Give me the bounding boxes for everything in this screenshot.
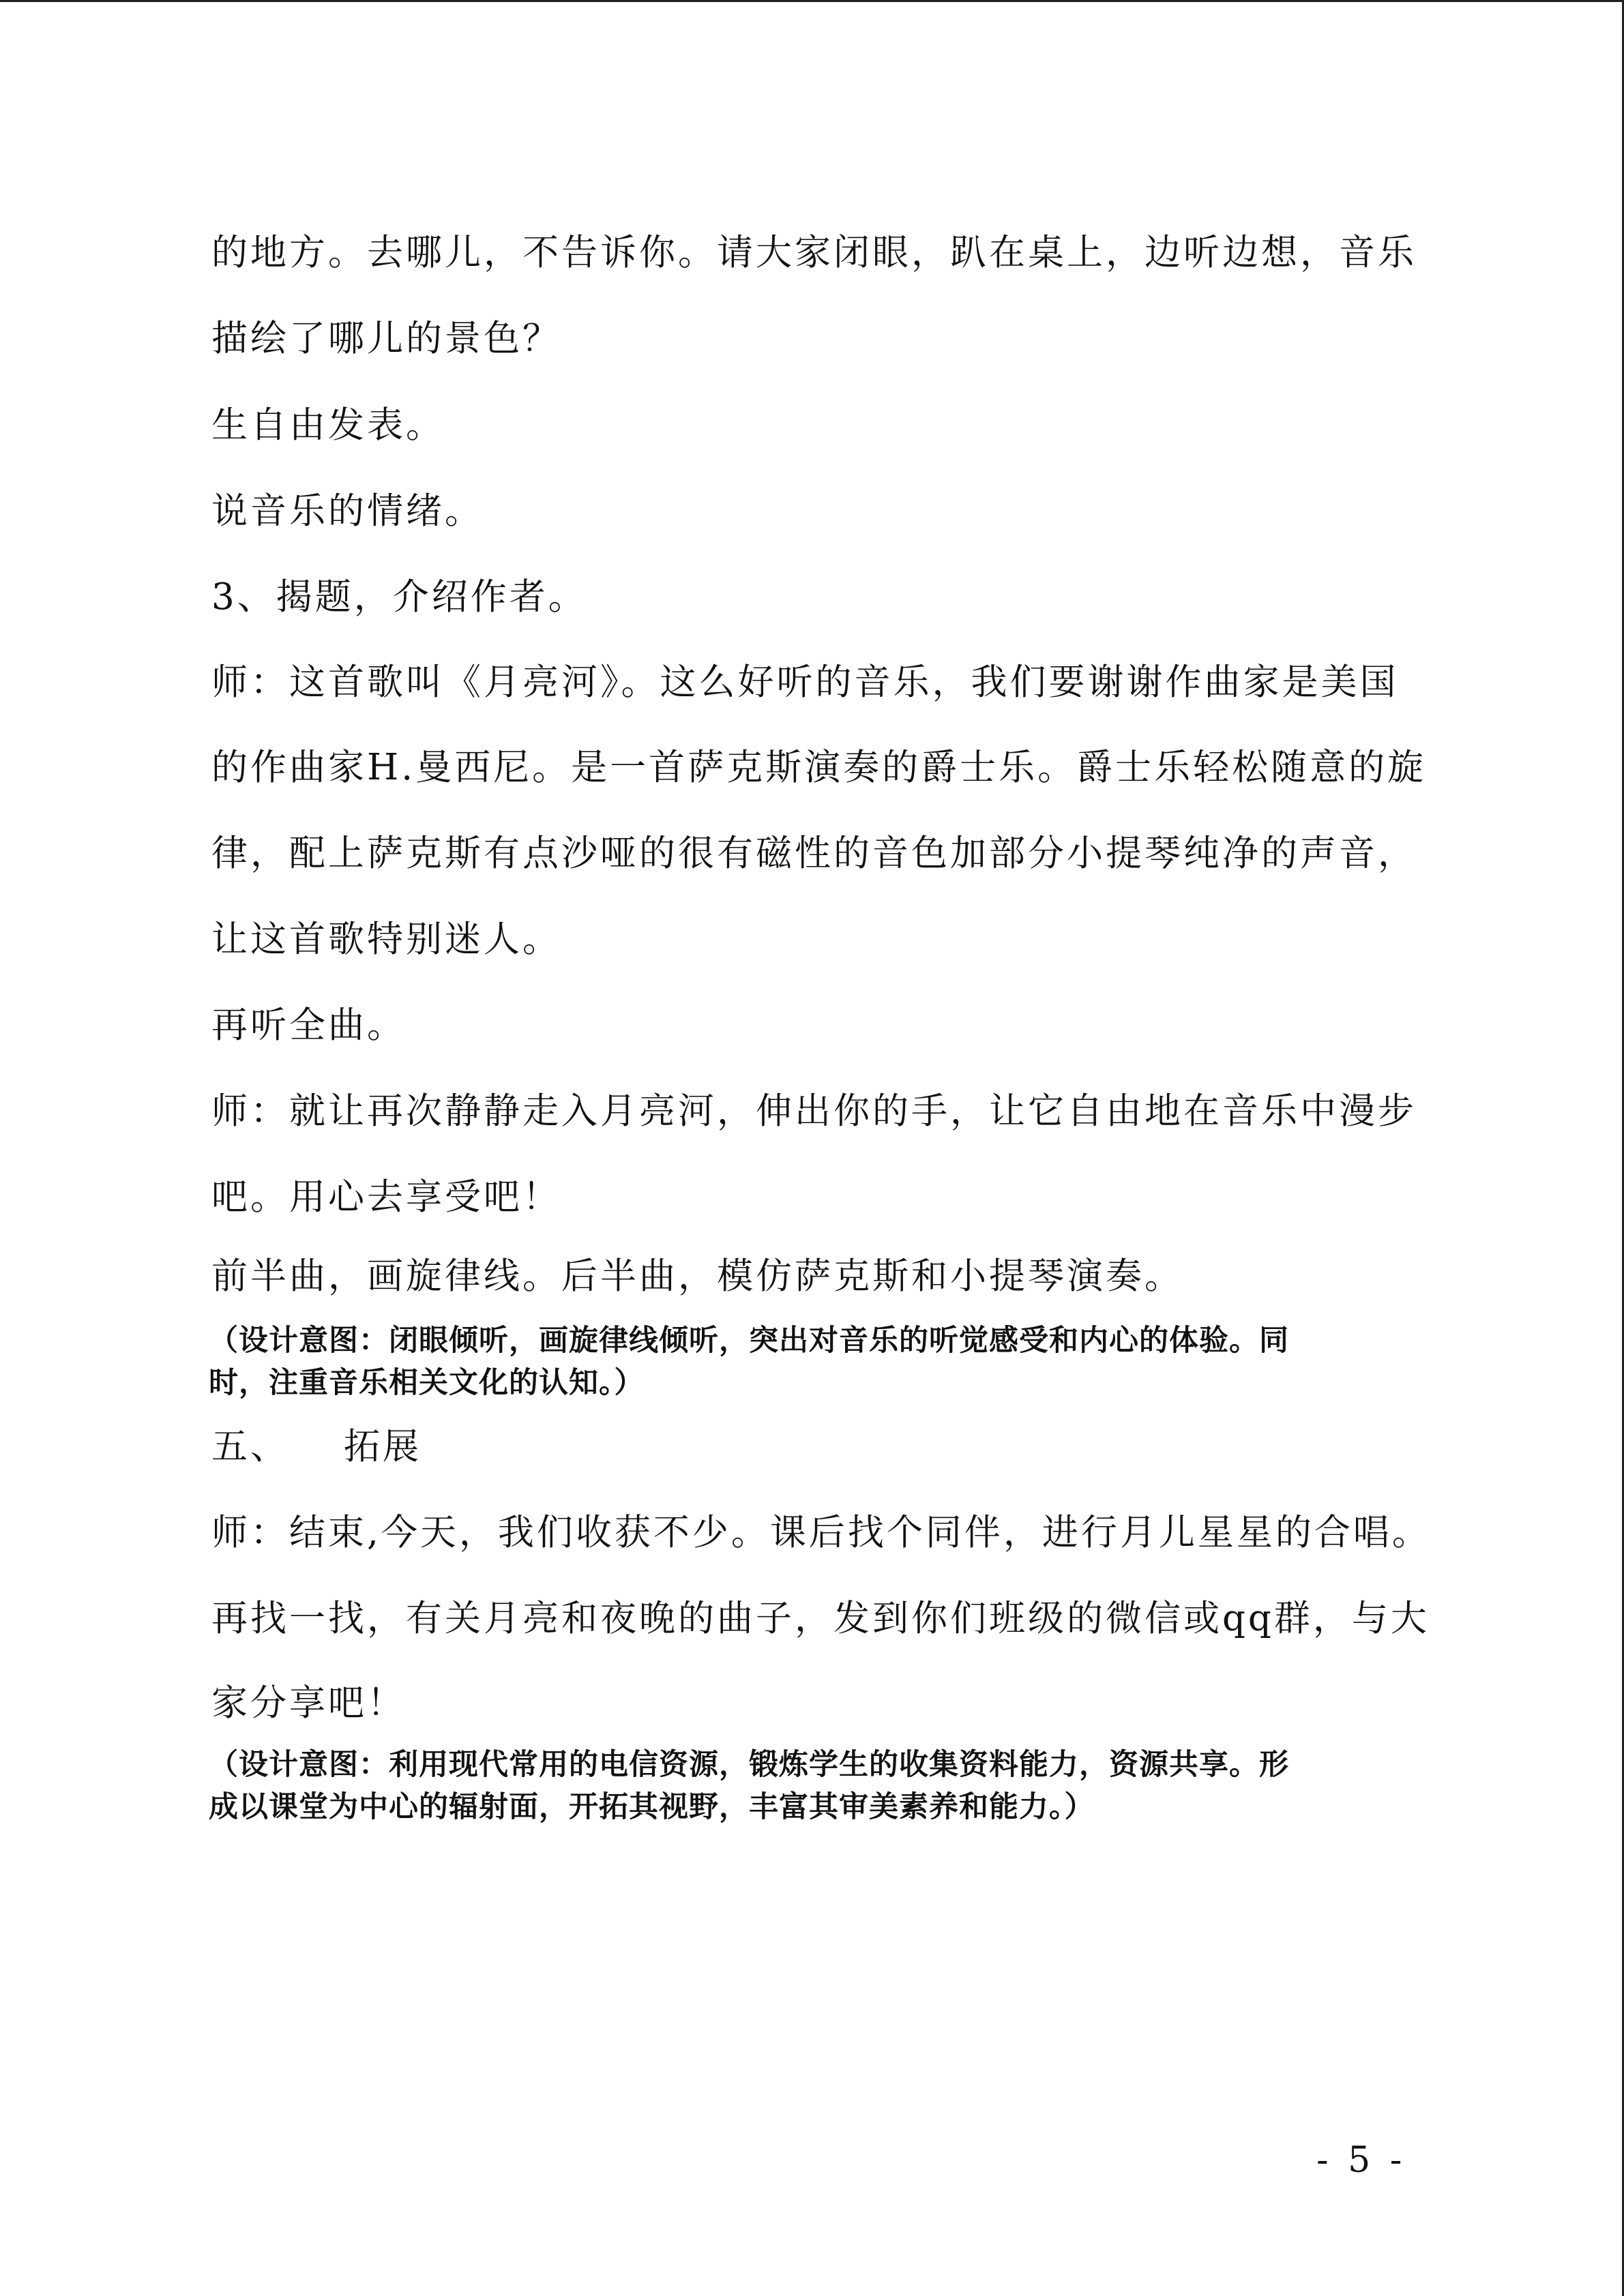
design-note-line: （设计意图：利用现代常用的电信资源，锻炼学生的收集资料能力，资源共享。形 bbox=[209, 1748, 1289, 1782]
design-note-line: 时，注重音乐相关文化的认知。） bbox=[209, 1366, 645, 1400]
section-number: 五、 bbox=[211, 1426, 289, 1467]
body-line: 的地方。去哪儿，不告诉你。请大家闭眼，趴在桌上，边听边想，音乐 bbox=[211, 232, 1417, 273]
body-line: 师：这首歌叫《月亮河》。这么好听的音乐，我们要谢谢作曲家是美国 bbox=[211, 661, 1399, 703]
body-line: 再听全曲。 bbox=[211, 1004, 406, 1046]
body-line: 律，配上萨克斯有点沙哑的很有磁性的音色加部分小提琴纯净的声音， bbox=[211, 833, 1417, 874]
section-heading-3: 3、揭题，介绍作者。 bbox=[211, 576, 587, 618]
body-line: 家分享吧！ bbox=[211, 1682, 406, 1724]
body-line: 师：结束,今天，我们收获不少。课后找个同伴，进行月儿星星的合唱。 bbox=[211, 1512, 1431, 1553]
body-line: 描绘了哪儿的景色？ bbox=[211, 318, 561, 359]
body-line: 的作曲家H.曼西尼。是一首萨克斯演奏的爵士乐。爵士乐轻松随意的旋 bbox=[211, 747, 1427, 788]
section-title: 拓展 bbox=[344, 1426, 422, 1467]
body-line: 吧。用心去享受吧！ bbox=[211, 1176, 561, 1218]
body-line: 师：就让再次静静走入月亮河，伸出你的手，让它自由地在音乐中漫步 bbox=[211, 1090, 1417, 1132]
section-heading-5 bbox=[211, 1423, 1432, 1471]
design-note-line: （设计意图：闭眼倾听，画旋律线倾听，突出对音乐的听觉感受和内心的体验。同 bbox=[209, 1324, 1289, 1358]
body-line: 说音乐的情绪。 bbox=[211, 490, 484, 532]
design-note-line: 成以课堂为中心的辐射面，开拓其视野，丰富其审美素养和能力。） bbox=[209, 1790, 1095, 1824]
page-number: - 5 - bbox=[1316, 2140, 1406, 2181]
body-line: 前半曲，画旋律线。后半曲，模仿萨克斯和小提琴演奏。 bbox=[211, 1255, 1183, 1297]
body-line: 再找一找，有关月亮和夜晚的曲子，发到你们班级的微信或qq群，与大 bbox=[211, 1598, 1430, 1639]
body-line: 生自由发表。 bbox=[211, 404, 445, 446]
body-line: 让这首歌特别迷人。 bbox=[211, 919, 561, 960]
